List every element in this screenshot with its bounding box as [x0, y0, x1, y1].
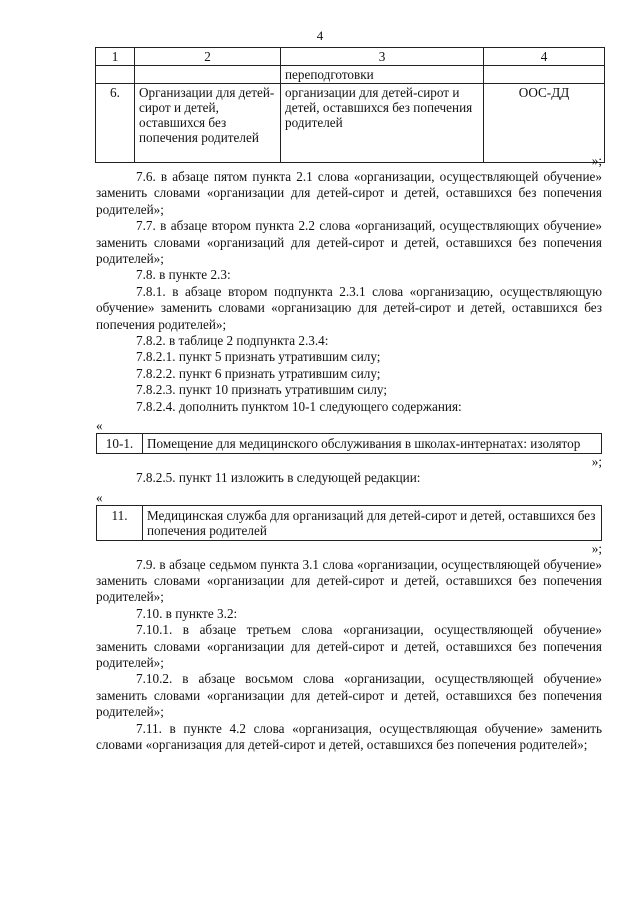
- paragraph: 7.11. в пункте 4.2 слова «организация, осуществляющая обучение» заменить словами «организация для детей-сирот и детей, оставшихся без попечения родителей»;: [96, 720, 602, 752]
- row-cell-col3: организации для детей-сирот и детей, оставшихся без попечения родителей: [281, 84, 484, 163]
- closing-quote: »;: [591, 454, 602, 470]
- header-col-2: 2: [135, 48, 281, 66]
- paragraph: 7.8.2. в таблице 2 подпункта 2.3.4:: [136, 333, 329, 349]
- row-text: Медицинская служба для организаций для детей-сирот и детей, оставшихся без попечения родителей: [143, 505, 602, 540]
- paragraph: 7.8.1. в абзаце втором подпункта 2.3.1 слова «организацию, осуществляющую обучение» заменить словами «организацию для детей-сирот и детей, оставшихся без попечения родителей»;: [96, 283, 602, 332]
- table-header-row: [96, 48, 605, 66]
- main-table: [95, 47, 605, 163]
- paragraph: 7.8.2.1. пункт 5 признать утратившим силу;: [136, 349, 381, 365]
- row-text: Помещение для медицинского обслуживания в школах-интернатах: изолятор: [143, 434, 602, 454]
- table-row-continuation: [96, 66, 605, 84]
- continuation-cell: переподготовки: [281, 66, 484, 84]
- row-number: 10-1.: [97, 434, 143, 454]
- paragraph: 7.8.2.3. пункт 10 признать утратившим силу;: [136, 382, 388, 398]
- row-number: 11.: [97, 505, 143, 540]
- page-number: 4: [316, 28, 324, 43]
- opening-quote: «: [96, 489, 103, 505]
- row-cell-col4: ООС-ДД: [484, 84, 605, 163]
- paragraph: 7.10.2. в абзаце восьмом слова «организации, осуществляющей обучение» заменить словами «организации для детей-сирот и детей, оставшихся без попечения родителей»;: [96, 671, 602, 720]
- row-cell-col2: Организации для детей-сирот и детей, оставшихся без попечения родителей: [135, 84, 281, 163]
- header-col-3: 3: [281, 48, 484, 66]
- insert-table-10-1: [96, 433, 602, 454]
- header-col-4: 4: [484, 48, 605, 66]
- table-row: [97, 505, 602, 540]
- paragraph: 7.10. в пункте 3.2:: [136, 605, 238, 621]
- table-row: [97, 434, 602, 454]
- paragraph: 7.8. в пункте 2.3:: [136, 267, 231, 283]
- paragraph: 7.8.2.4. дополнить пунктом 10-1 следующего содержания:: [136, 398, 462, 414]
- closing-quote: »;: [591, 153, 602, 168]
- header-col-1: 1: [96, 48, 135, 66]
- paragraph: 7.6. в абзаце пятом пункта 2.1 слова «организации, осуществляющей обучение» заменить словами «организации для детей-сирот и детей, оставшихся без попечения родителей»;: [96, 169, 602, 217]
- document-body: [96, 153, 602, 753]
- opening-quote: «: [96, 418, 103, 434]
- paragraph: 7.8.2.2. пункт 6 признать утратившим силу;: [136, 365, 381, 381]
- paragraph: 7.10.1. в абзаце третьем слова «организации, осуществляющей обучение» заменить словами «организации для детей-сирот и детей, оставшихся без попечения родителей»;: [96, 622, 602, 670]
- closing-quote: »;: [591, 540, 602, 556]
- paragraph: 7.9. в абзаце седьмом пункта 3.1 слова «организации, осуществляющей обучение» заменить словами «организации для детей-сирот и детей, оставшихся без попечения родителей»;: [96, 556, 602, 605]
- paragraph: 7.8.2.5. пункт 11 изложить в следующей редакции:: [136, 470, 421, 486]
- row-number: 6.: [96, 84, 135, 163]
- insert-table-11: [96, 505, 602, 541]
- paragraph: 7.7. в абзаце втором пункта 2.2 слова «организаций, осуществляющих обучение» заменить словами «организаций для детей-сирот и детей, оставшихся без попечения родителей»;: [96, 218, 602, 267]
- table-row: [96, 84, 605, 163]
